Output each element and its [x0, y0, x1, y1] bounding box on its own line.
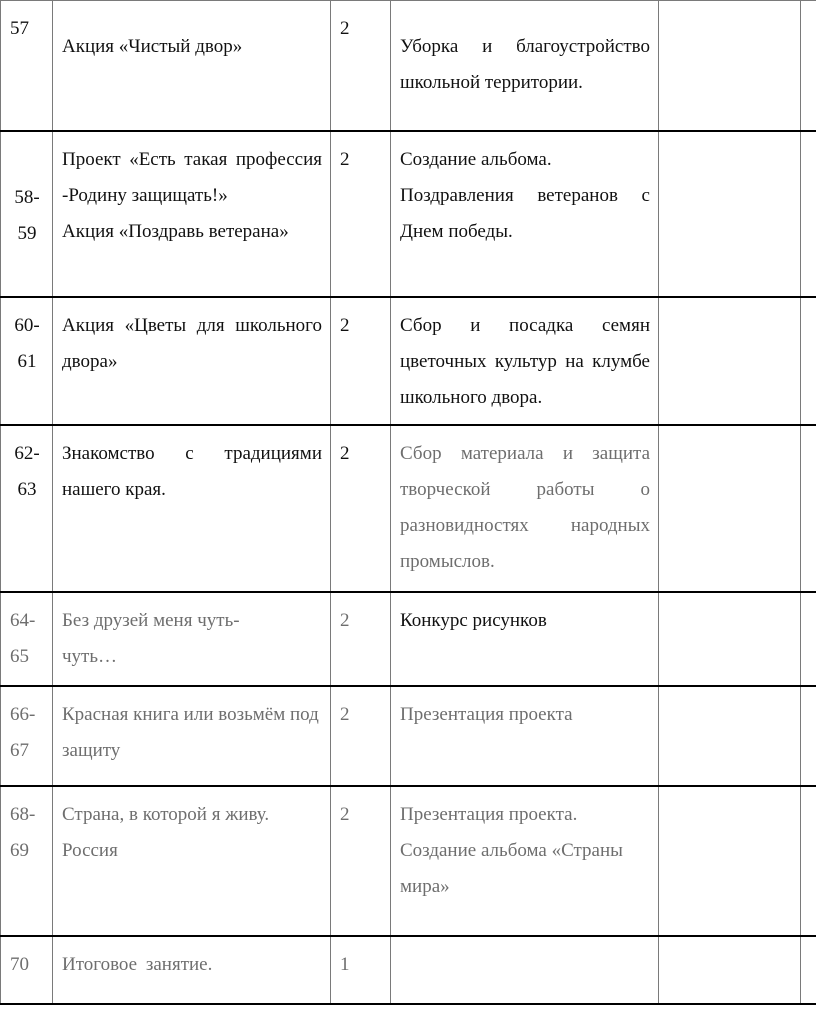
empty-cell: [659, 592, 801, 686]
lesson-activity-text: Конкурс рисунков: [400, 609, 547, 631]
empty-cell: [801, 936, 816, 1004]
empty-cell: [659, 425, 801, 592]
empty-cell: [659, 297, 801, 425]
lesson-title: Итоговое занятие.: [53, 936, 331, 1004]
lesson-title: Акция «Цветы для школьного двора»: [53, 297, 331, 425]
lesson-activity-line: Создание альбома.: [400, 148, 552, 170]
table-row: [1, 131, 816, 297]
lesson-activity: Сбор материала и защита творческой работы о разновидностях народных промыслов.: [391, 425, 659, 592]
lesson-activity: [391, 131, 659, 297]
lesson-title-line: Проект «Есть такая профессия -Родину защищать!»: [62, 148, 322, 206]
lesson-number: 68-69: [1, 786, 53, 936]
lesson-number: 64-65: [1, 592, 53, 686]
lesson-activity: [391, 592, 659, 686]
lesson-number: 57: [1, 1, 53, 131]
lesson-activity: [391, 936, 659, 1004]
empty-cell: [801, 131, 816, 297]
empty-cell: [801, 592, 816, 686]
lesson-number: 62-63: [1, 425, 53, 592]
table-row: [1, 786, 816, 936]
lesson-activity: Уборка и благоустройство школьной территории.: [391, 1, 659, 131]
lesson-activity-line: Поздравления ветеранов с Днем победы.: [400, 184, 650, 242]
empty-cell: [801, 1, 816, 131]
empty-cell: [801, 786, 816, 936]
empty-cell: [659, 686, 801, 786]
lesson-activity-line: Создание альбома «Страны мира»: [400, 839, 623, 897]
lesson-activity: Презентация проекта: [391, 686, 659, 786]
lesson-activity-line: Презентация проекта.: [400, 803, 578, 825]
lesson-hours: 2: [331, 786, 391, 936]
table-row: [1, 1, 816, 131]
empty-cell: [659, 936, 801, 1004]
table-row: [1, 425, 816, 592]
lesson-title: Акция «Чистый двор»: [53, 1, 331, 131]
lesson-number: 58-59: [1, 131, 53, 297]
empty-cell: [659, 786, 801, 936]
lesson-title: Без друзей меня чуть-чуть…: [53, 592, 331, 686]
lesson-title: Страна, в которой я живу. Россия: [53, 786, 331, 936]
lesson-hours: 2: [331, 1, 391, 131]
table-row: [1, 936, 816, 1004]
empty-cell: [801, 686, 816, 786]
table-row: [1, 297, 816, 425]
lesson-number: 60-61: [1, 297, 53, 425]
empty-cell: [801, 297, 816, 425]
lesson-hours: 1: [331, 936, 391, 1004]
lesson-title: Красная книга или возьмём под защиту: [53, 686, 331, 786]
lesson-hours: 2: [331, 592, 391, 686]
table-row: [1, 592, 816, 686]
lesson-title: Знакомство с традициями нашего края.: [53, 425, 331, 592]
empty-cell: [659, 1, 801, 131]
lesson-hours: 2: [331, 297, 391, 425]
lesson-activity: [391, 786, 659, 936]
lesson-activity: Сбор и посадка семян цветочных культур на клумбе школьного двора.: [391, 297, 659, 425]
lesson-hours: 2: [331, 131, 391, 297]
table-row: [1, 686, 816, 786]
lesson-number: 70: [1, 936, 53, 1004]
lesson-hours: 2: [331, 425, 391, 592]
lesson-number: 66-67: [1, 686, 53, 786]
lesson-title-line: Акция «Поздравь ветерана»: [62, 220, 289, 242]
lesson-hours: 2: [331, 686, 391, 786]
lesson-title: [53, 131, 331, 297]
empty-cell: [659, 131, 801, 297]
empty-cell: [801, 425, 816, 592]
